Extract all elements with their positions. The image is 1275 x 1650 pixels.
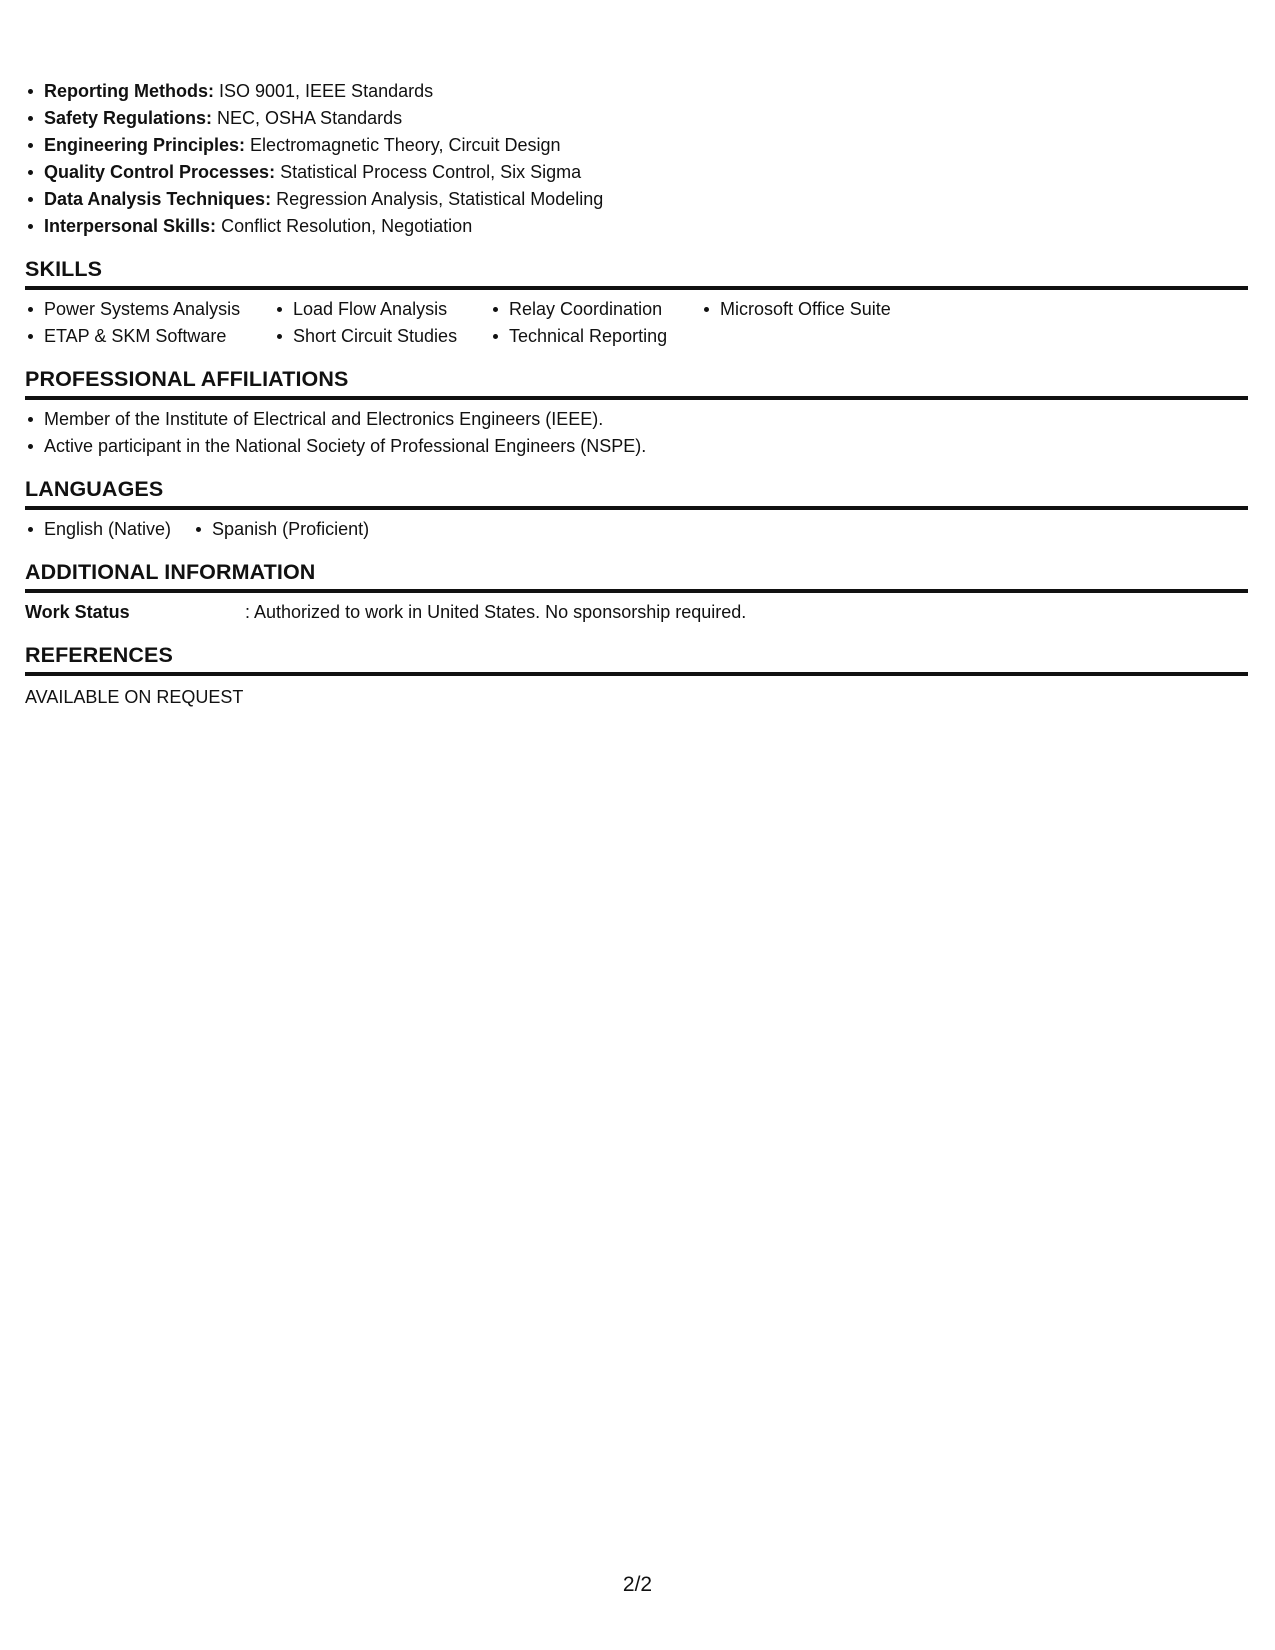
language-item: Spanish (Proficient) <box>193 516 369 543</box>
item-value: Electromagnetic Theory, Circuit Design <box>245 135 561 155</box>
item-value: NEC, OSHA Standards <box>212 108 403 128</box>
list-item <box>25 186 1248 213</box>
skills-section <box>25 256 1248 350</box>
item-label: Quality Control Processes: <box>44 162 276 182</box>
item-value: Statistical Process Control, Six Sigma <box>275 162 582 182</box>
skill-item: Load Flow Analysis <box>274 296 468 323</box>
skill-item: Microsoft Office Suite <box>701 296 891 323</box>
item-label: Data Analysis Techniques: <box>44 189 272 209</box>
skills-column <box>701 296 891 323</box>
section-title-languages: LANGUAGES <box>25 476 1248 510</box>
skills-column <box>274 296 468 350</box>
item-value: Conflict Resolution, Negotiation <box>216 216 473 236</box>
list-item <box>25 105 1248 132</box>
page-number: 2/2 <box>622 1573 653 1596</box>
section-title-additional-info: ADDITIONAL INFORMATION <box>25 559 1248 593</box>
skills-grid <box>25 296 1248 350</box>
references-section <box>25 642 1248 711</box>
affiliations-section <box>25 366 1248 460</box>
work-status-label: Work Status <box>25 602 130 622</box>
item-label: Engineering Principles: <box>44 135 246 155</box>
section-title-affiliations: PROFESSIONAL AFFILIATIONS <box>25 366 1248 400</box>
list-item <box>25 213 1248 240</box>
list-item <box>25 132 1248 159</box>
skill-item: Technical Reporting <box>490 323 679 350</box>
section-title-references: REFERENCES <box>25 642 1248 676</box>
work-status-row <box>25 599 1248 626</box>
skills-column <box>490 296 679 350</box>
skill-item: Power Systems Analysis <box>25 296 252 323</box>
item-label: Reporting Methods: <box>44 81 214 101</box>
affiliations-list <box>25 406 1248 460</box>
languages-list <box>25 516 1248 543</box>
resume-page <box>25 78 1248 711</box>
affiliation-item: Active participant in the National Society of Professional Engineers (NSPE). <box>25 433 1248 460</box>
affiliation-item: Member of the Institute of Electrical and Electronics Engineers (IEEE). <box>25 406 1248 433</box>
section-title-skills: SKILLS <box>25 256 1248 290</box>
skill-item: ETAP & SKM Software <box>25 323 252 350</box>
skill-item: Short Circuit Studies <box>274 323 468 350</box>
language-item: English (Native) <box>25 516 171 543</box>
skill-item: Relay Coordination <box>490 296 679 323</box>
additional-info-section <box>25 559 1248 626</box>
item-value: ISO 9001, IEEE Standards <box>213 81 434 101</box>
work-status-value: : Authorized to work in United States. No sponsorship required. <box>245 602 747 622</box>
skills-column <box>25 296 252 350</box>
languages-section <box>25 476 1248 543</box>
item-label: Safety Regulations: <box>44 108 213 128</box>
competencies-list <box>25 78 1248 240</box>
list-item <box>25 78 1248 105</box>
item-value: Regression Analysis, Statistical Modeling <box>271 189 604 209</box>
references-text: AVAILABLE ON REQUEST <box>25 687 244 707</box>
item-label: Interpersonal Skills: <box>44 216 217 236</box>
list-item <box>25 159 1248 186</box>
